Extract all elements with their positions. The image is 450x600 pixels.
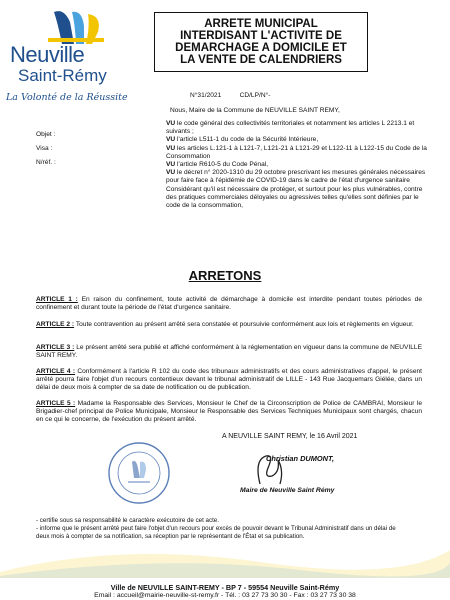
vu-item [166, 169, 428, 185]
vu-keyword: VU [166, 136, 176, 144]
certification-line-2: - informe que le présent arrêté peut faire l'objet d'un recours pour excès de pouvoir devant le Tribunal Administratif dans un délai de deux mois à compter de sa notification, sa réception par le représentant de l'État et sa publication. [36, 525, 396, 540]
title-line-2: INTERDISANT L'ACTIVITE DE [180, 30, 342, 42]
meta-nref: N/réf. : [36, 159, 56, 166]
vu-keyword: VU [166, 169, 176, 177]
meta-visa: Visa : [36, 145, 53, 152]
vu-item [166, 120, 428, 136]
article-label: ARTICLE 5 : [36, 400, 76, 407]
title-line-1: ARRETE MUNICIPAL [204, 18, 318, 30]
reference-number: N°31/2021 [190, 92, 222, 99]
title-line-4: LA VENTE DE CALENDRIERS [180, 54, 342, 66]
reference-line [190, 92, 270, 100]
logo-town-name-2: Saint-Rémy [18, 66, 107, 85]
vu-keyword: VU [166, 120, 176, 127]
reference-code: CD/LP/N°- [239, 92, 271, 99]
article-text: Conformément à l'article R 102 du code des tribunaux administratifs et des cours administratives d'appel, le présent arrêté pourra faire l'objet d'un recours contentieux devant le tribunal administratif de LILLE - 143 Rue Jacquemars Giélée, dans un délai de deux mois à compter de sa date de notification ou de publication. [36, 368, 422, 392]
vu-text: l'article L511-1 du code de la Sécurité Intérieure, [175, 136, 319, 144]
vu-item [166, 145, 428, 161]
vu-text: le code général des collectivités territoriales et notamment les articles L 2213.1 et suivants ; [166, 120, 415, 136]
preamble-block [166, 120, 428, 210]
vu-item [166, 161, 428, 169]
vu-text: le décret n° 2020-1310 du 29 octobre prescrivant les mesures générales nécessaires pour faire face à l'épidémie de COVID-19 dans le cadre de l'état d'urgence sanitaire [166, 169, 426, 185]
meta-objet: Objet : [36, 131, 56, 138]
article-label: ARTICLE 1 : [36, 296, 78, 303]
logo-town-name: Neuville [10, 42, 85, 67]
signatory-name: Christian DUMONT, [266, 454, 335, 463]
signature-place-date: A NEUVILLE SAINT REMY, le 16 Avril 2021 [222, 433, 358, 440]
vu-keyword: VU [166, 161, 176, 169]
article-label: ARTICLE 3 : [36, 344, 75, 351]
article-text: Toute contravention au présent arrêté sera constatée et poursuivie conformément aux lois et règlements en vigueur. [74, 321, 414, 328]
title-line-3: DEMARCHAGE A DOMICILE ET [175, 42, 347, 54]
article-5 [36, 400, 422, 425]
article-2 [36, 321, 422, 329]
article-3 [36, 344, 422, 360]
vu-text: l'article R610-5 du Code Pénal, [175, 161, 269, 169]
arretons-heading: ARRETONS [188, 268, 262, 283]
article-text: En raison du confinement, toute activité de démarchage à domicile est interdite pendant toutes périodes de confinement et durant toute la période de l'état d'urgence sanitaire. [36, 296, 422, 312]
document-title-box [154, 12, 368, 72]
logo-slogan: La Volonté de la Réussite [6, 92, 128, 103]
article-text: Madame la Responsable des Services, Monsieur le Chef de la Circonscription de Police de CAMBRAI, Monsieur le Brigadier-chef principal de Police Municipale, Monsieur le Responsable des Services Techniques Municipaux sont chargés, chacun en ce qui le concerne, de l'exécution du présent arrêté. [36, 400, 422, 424]
vu-text: les articles L.121-1 à L121-7, L121-21 à L121-29 et L122-11 à L122-15 du Code de la Consommation [166, 144, 427, 160]
footer-decorative-band [0, 532, 450, 578]
article-4 [36, 368, 422, 393]
vu-keyword: VU [166, 144, 176, 152]
footer-address: Ville de NEUVILLE SAINT-REMY - BP 7 - 59554 Neuville Saint-Rémy [110, 583, 340, 592]
article-text: Le présent arrêté sera publié et affiché conformément à la réglementation en vigueur dans la commune de NEUVILLE SAINT REMY. [36, 344, 422, 360]
footer-contact: Email : accueil@mairie-neuville-st-remy.fr - Tél. : 03 27 73 30 30 - Fax : 03 27 73 30 38 [94, 592, 356, 599]
logo-emblem [48, 11, 104, 44]
article-1 [36, 296, 422, 312]
handwritten-signature-icon [250, 450, 290, 490]
article-label: ARTICLE 2 : [36, 321, 75, 328]
vu-item [166, 136, 428, 144]
certification-line-1: - certifie sous sa responsabilité le caractère exécutoire de cet acte. [36, 517, 219, 524]
article-label: ARTICLE 4 : [36, 368, 76, 375]
considerant: Considérant qu'il est nécessaire de protéger, et surtout pour les plus vulnérables, contre des pratiques commerciales déloyales ou agressives telles qu'elles sont définies par le code de la consommation, [166, 185, 423, 210]
official-stamp-icon [106, 440, 172, 506]
signatory-role: Maire de Neuville Saint Rémy [240, 487, 335, 494]
preamble-nous: Nous, Maire de la Commune de NEUVILLE SAINT REMY, [170, 107, 340, 114]
